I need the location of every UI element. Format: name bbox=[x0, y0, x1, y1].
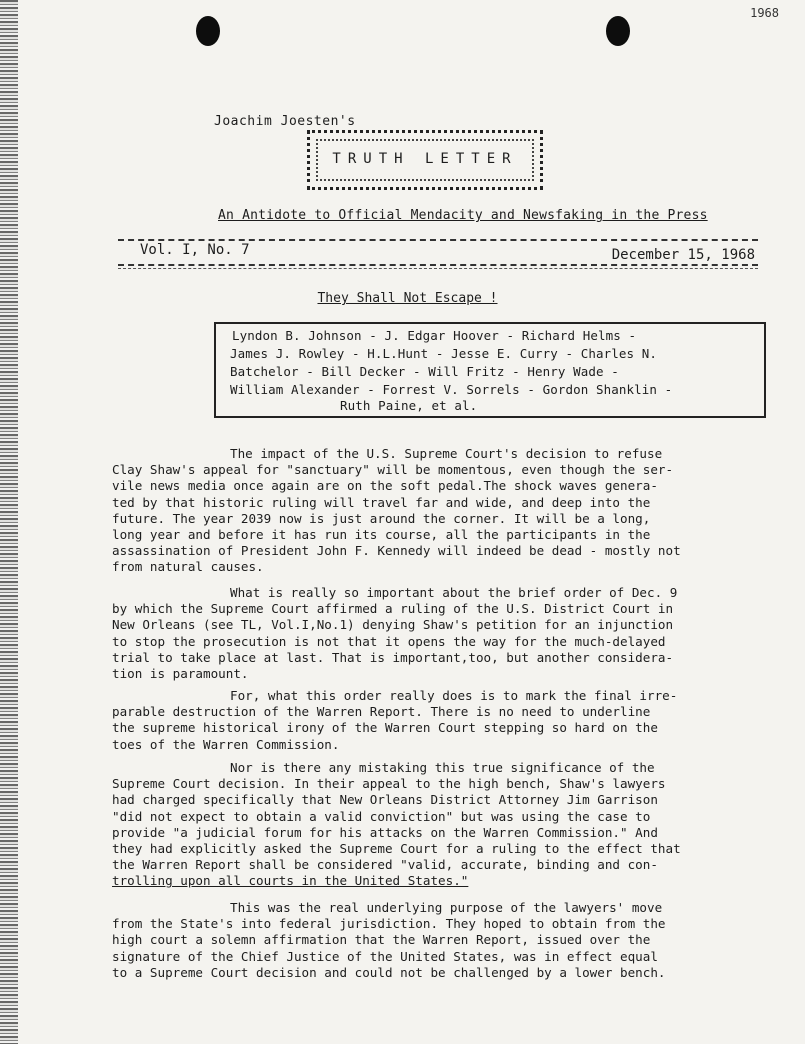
text-line: signature of the Chief Justice of the United States, was in effect equal bbox=[112, 948, 658, 964]
text-line: The impact of the U.S. Supreme Court's decision to refuse bbox=[230, 446, 663, 461]
corner-mark: 1968 bbox=[750, 6, 779, 20]
text-line: New Orleans (see TL, Vol.I,No.1) denying Shaw's petition for an injunction bbox=[112, 617, 674, 633]
paragraph-1 bbox=[112, 446, 772, 576]
text-line: provide "a judicial forum for his attacks on the Warren Commission." And bbox=[112, 824, 658, 840]
names-line: Ruth Paine, et al. bbox=[340, 398, 478, 413]
byline: Joachim Joesten's bbox=[214, 114, 356, 129]
text-line: to a Supreme Court decision and could not be challenged by a lower bench. bbox=[112, 964, 666, 980]
text-line: What is really so important about the brief order of Dec. 9 bbox=[230, 585, 678, 600]
paragraph-3 bbox=[112, 688, 772, 753]
text-line: to stop the prosecution is not that it opens the way for the much-delayed bbox=[112, 633, 666, 649]
text-line: long year and before it has run its course, all the participants in the bbox=[112, 527, 651, 543]
issue-date: December 15, 1968 bbox=[611, 247, 755, 263]
text-line: parable destruction of the Warren Report. There is no need to underline bbox=[112, 704, 651, 720]
text-line: from the State's into federal jurisdiction. They hoped to obtain from the bbox=[112, 916, 666, 932]
text-line: assassination of President John F. Kennedy will indeed be dead - mostly not bbox=[112, 543, 681, 559]
text-line: had charged specifically that New Orleans District Attorney Jim Garrison bbox=[112, 792, 658, 808]
text-line: from natural causes. bbox=[112, 559, 264, 575]
punch-hole-right bbox=[606, 16, 630, 46]
text-line: they had explicitly asked the Supreme Court for a ruling to the effect that bbox=[112, 841, 681, 857]
text-line: For, what this order really does is to mark the final irre- bbox=[230, 688, 678, 703]
text-line: future. The year 2039 now is just around the corner. It will be a long, bbox=[112, 510, 651, 526]
paragraph-4 bbox=[112, 760, 772, 890]
tagline: An Antidote to Official Mendacity and Newsfaking in the Press bbox=[218, 208, 708, 223]
text-line: "did not expect to obtain a valid conviction" but was using the case to bbox=[112, 808, 651, 824]
text-line: trolling upon all courts in the United States." bbox=[112, 873, 469, 889]
text-line: vile news media once again are on the soft pedal.The shock waves genera- bbox=[112, 478, 658, 494]
names-line: James J. Rowley - H.L.Hunt - Jesse E. Curry - Charles N. bbox=[230, 346, 658, 361]
text-line: high court a solemn affirmation that the Warren Report, issued over the bbox=[112, 932, 651, 948]
volume-number: Vol. I, No. 7 bbox=[140, 242, 250, 258]
text-line: ted by that historic ruling will travel far and wide, and deep into the bbox=[112, 494, 651, 510]
paragraph-2 bbox=[112, 585, 772, 682]
divider-rule-bottom-2 bbox=[118, 268, 758, 269]
text-line: toes of the Warren Commission. bbox=[112, 736, 340, 752]
paragraph-5 bbox=[112, 900, 772, 981]
text-line: trial to take place at last. That is important,too, but another considera- bbox=[112, 649, 674, 665]
text-line: the Warren Report shall be considered "valid, accurate, binding and con- bbox=[112, 857, 658, 873]
text-line: Nor is there any mistaking this true significance of the bbox=[230, 760, 655, 775]
names-line: Lyndon B. Johnson - J. Edgar Hoover - Richard Helms - bbox=[232, 328, 637, 343]
masthead-title-box bbox=[307, 130, 543, 190]
masthead-title: TRUTH LETTER bbox=[332, 151, 518, 167]
text-line: Supreme Court decision. In their appeal to the high bench, Shaw's lawyers bbox=[112, 776, 666, 792]
names-line: Batchelor - Bill Decker - Will Fritz - Henry Wade - bbox=[230, 364, 619, 379]
text-line: by which the Supreme Court affirmed a ruling of the U.S. District Court in bbox=[112, 601, 674, 617]
text-line: tion is paramount. bbox=[112, 666, 249, 682]
article-headline: They Shall Not Escape ! bbox=[317, 291, 498, 306]
text-line: This was the real underlying purpose of the lawyers' move bbox=[230, 900, 663, 915]
scan-edge-strip bbox=[0, 0, 18, 1044]
text-line: Clay Shaw's appeal for "sanctuary" will be momentous, even though the ser- bbox=[112, 462, 674, 478]
punch-hole-left bbox=[196, 16, 220, 46]
names-line: William Alexander - Forrest V. Sorrels - Gordon Shanklin - bbox=[230, 382, 673, 397]
text-line: the supreme historical irony of the Warren Court stepping so hard on the bbox=[112, 720, 658, 736]
divider-rule-top bbox=[118, 239, 758, 241]
divider-rule-bottom bbox=[118, 264, 758, 266]
